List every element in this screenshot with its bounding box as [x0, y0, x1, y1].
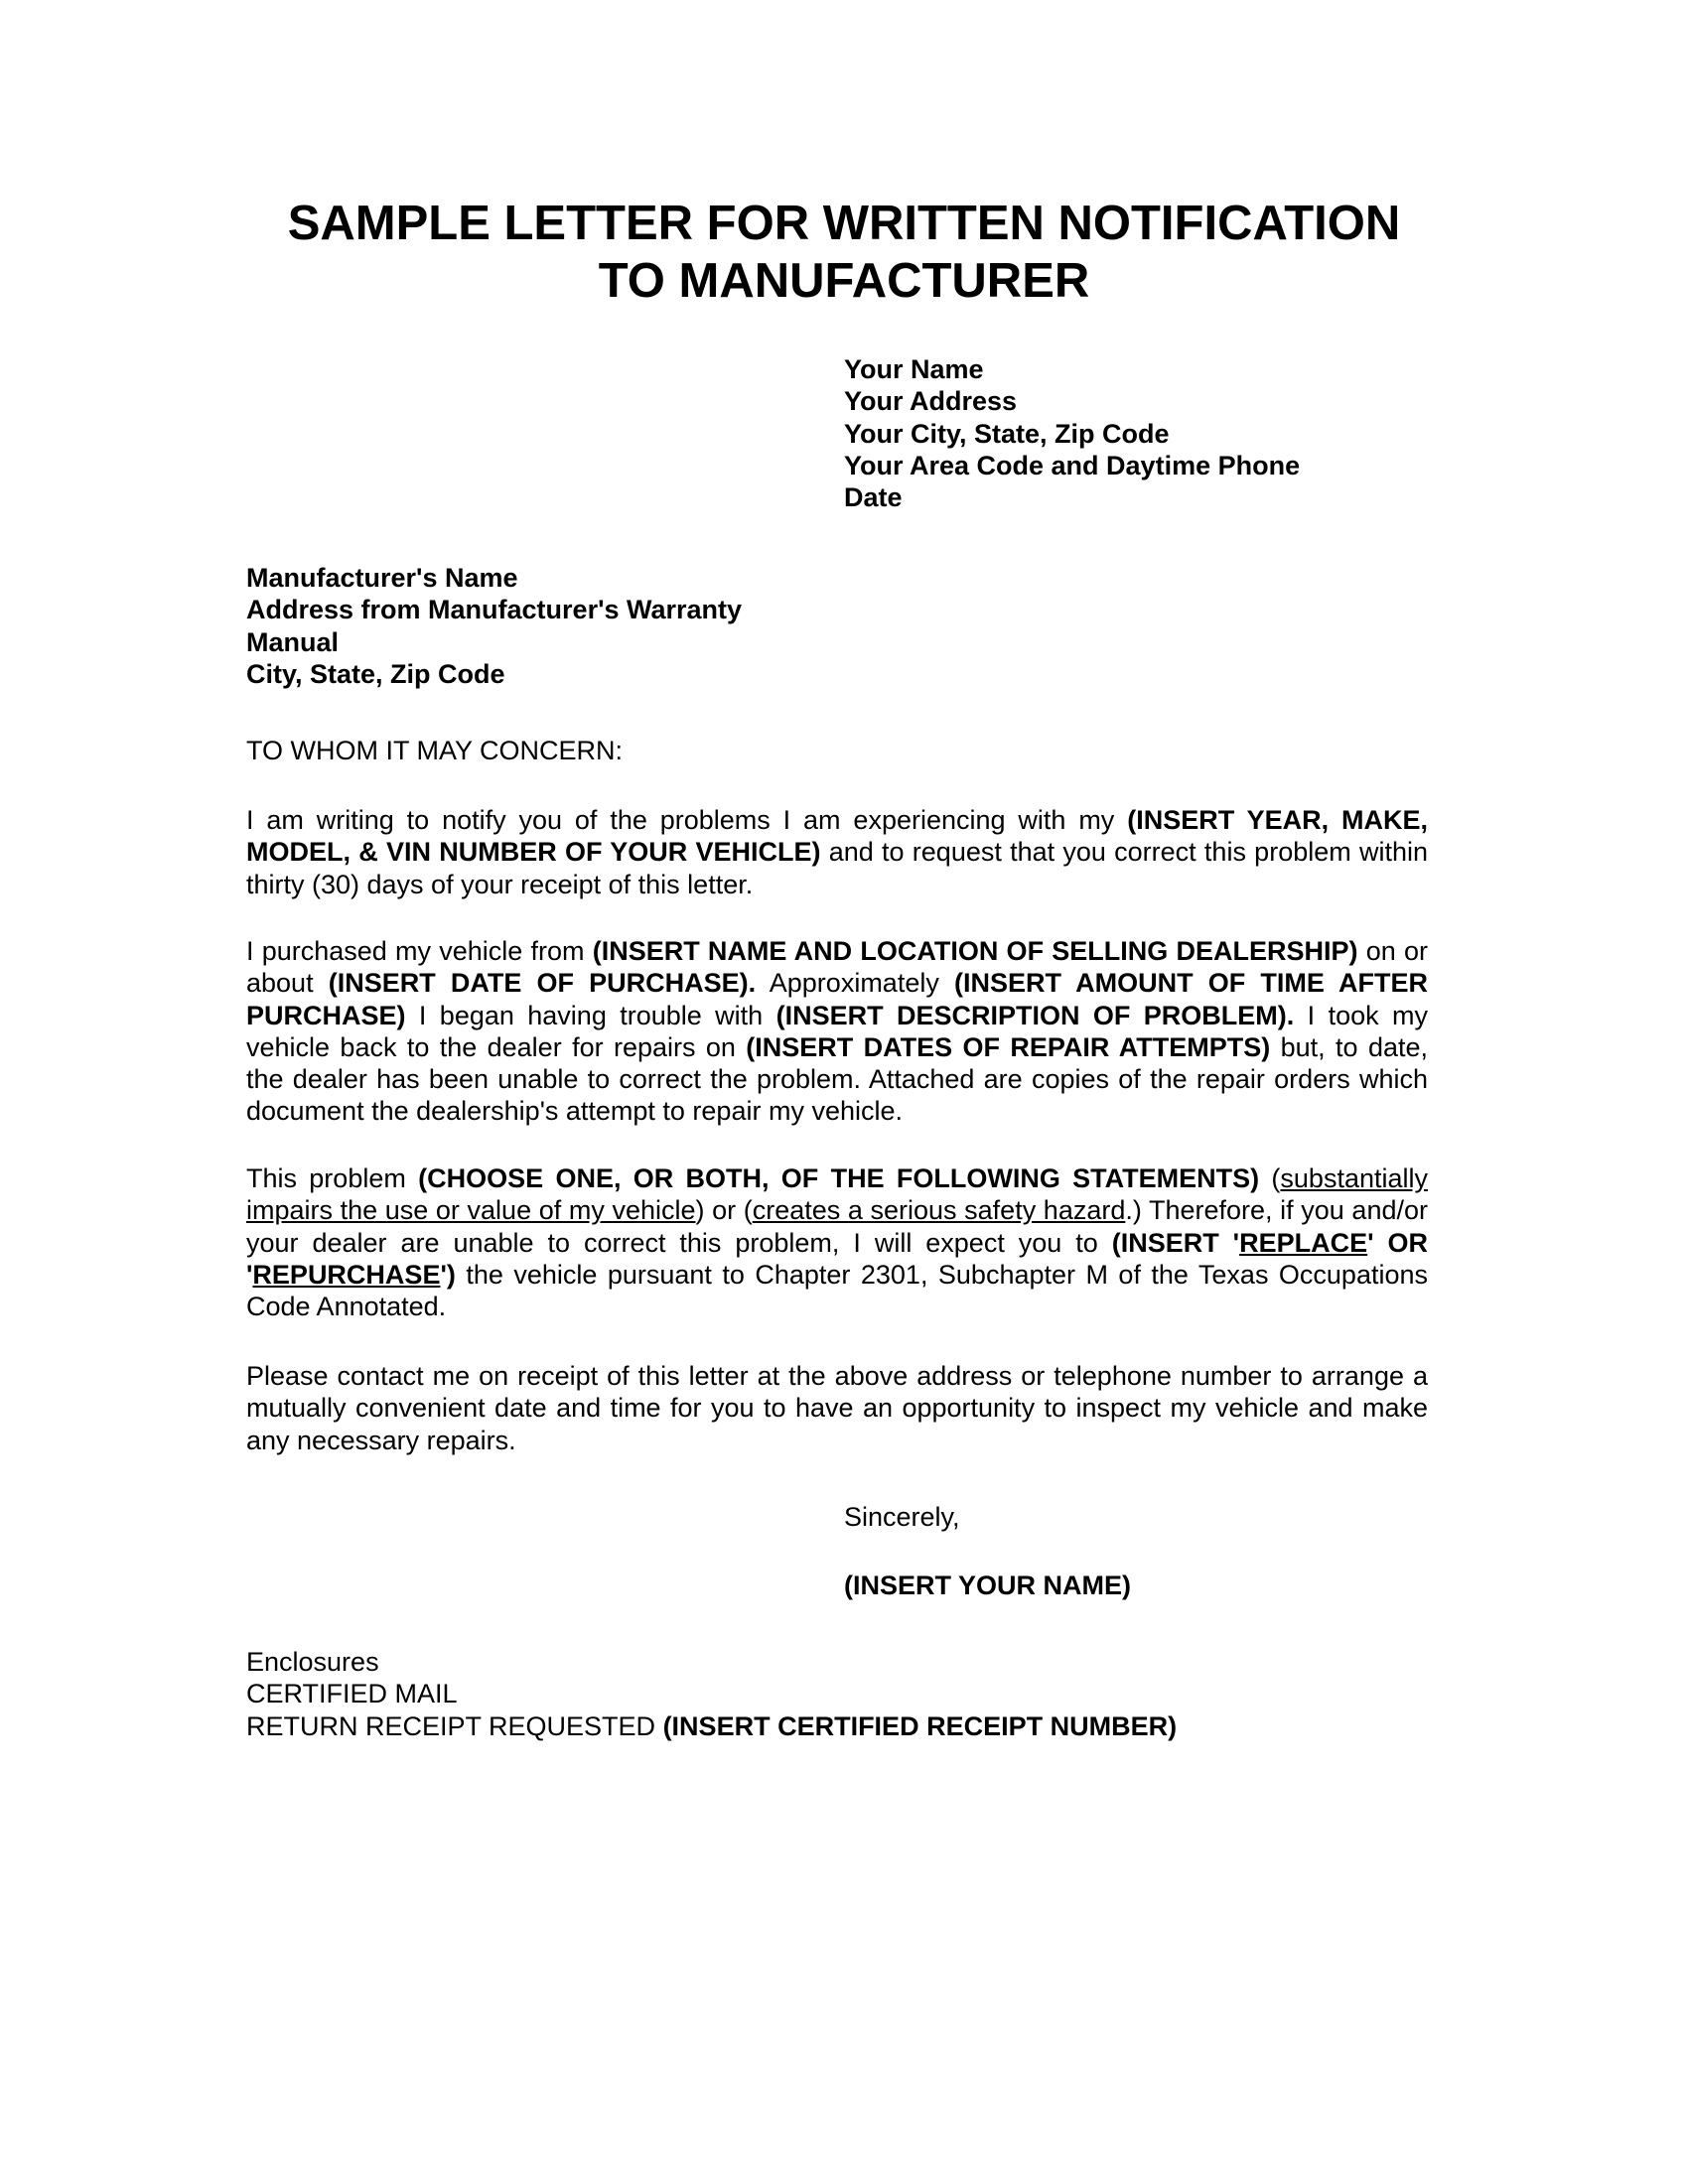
p3-placeholder-choose-statements: (CHOOSE ONE, OR BOTH, OF THE FOLLOWING STATEMENTS) [418, 1163, 1260, 1193]
p2-text-5: I took my vehicle back to the dealer for repairs on [246, 1000, 1428, 1062]
recipient-address-line-2: Manual [246, 626, 340, 657]
return-receipt-text: RETURN RECEIPT REQUESTED [246, 1710, 663, 1741]
p3-statement-safety-hazard: creates a serious safety hazard [752, 1195, 1126, 1226]
enclosures-label: Enclosures [246, 1647, 379, 1677]
paragraph-notification [246, 804, 1428, 900]
p2-text-2: on or about [246, 936, 1428, 999]
sender-date: Date [844, 482, 903, 513]
paragraph-contact-request: Please contact me on receipt of this letter at the above address or telephone number to arrange a mutually convenient date and time for you to have an opportunity to inspect my vehicle and make any necessary repairs. [246, 1361, 1428, 1455]
sender-address: Your Address [844, 386, 1018, 417]
p1-text-1: I am writing to notify you of the problems I am experiencing with my [246, 805, 1128, 835]
p2-placeholder-purchase-date: (INSERT DATE OF PURCHASE). [328, 968, 757, 999]
return-receipt-line [246, 1710, 1177, 1742]
document-title [149, 195, 1539, 310]
recipient-address-block [246, 562, 742, 690]
recipient-address-line-1: Address from Manufacturer's Warranty [246, 595, 743, 625]
receipt-number-placeholder: (INSERT CERTIFIED RECEIPT NUMBER) [662, 1710, 1178, 1741]
p2-placeholder-dealership: (INSERT NAME AND LOCATION OF SELLING DEALERSHIP) [592, 936, 1358, 966]
p2-text-6: but, to date, the dealer has been unable to correct the problem. Attached are copies of the repair orders which document the dealership's attempt to repair my vehicle. [246, 1031, 1428, 1127]
p2-placeholder-repair-dates: (INSERT DATES OF REPAIR ATTEMPTS) [746, 1031, 1271, 1062]
salutation: TO WHOM IT MAY CONCERN: [246, 736, 624, 765]
sender-phone: Your Area Code and Daytime Phone [844, 450, 1301, 480]
p3-text-4: .) Therefore, if you and/or your dealer are unable to correct this problem, I will expect you to [246, 1195, 1428, 1258]
enclosures-block [246, 1646, 1177, 1742]
recipient-city-state-zip: City, State, Zip Code [246, 658, 505, 689]
p3-placeholder-insert-close: ') [440, 1259, 456, 1290]
paragraph-purchase-history [246, 935, 1428, 1128]
p2-placeholder-problem-description: (INSERT DESCRIPTION OF PROBLEM). [775, 1000, 1295, 1030]
p2-placeholder-time-after-purchase: (INSERT AMOUNT OF TIME AFTER PURCHASE) [246, 968, 1428, 1030]
p3-placeholder-or: ' OR ' [246, 1227, 1428, 1290]
sender-name: Your Name [844, 354, 984, 384]
certified-mail-label: CERTIFIED MAIL [246, 1679, 458, 1709]
sender-address-block [844, 353, 1300, 513]
p3-text-3: ) or ( [695, 1195, 753, 1226]
p3-option-replace: REPLACE [1239, 1227, 1368, 1258]
sender-city-state-zip: Your City, State, Zip Code [844, 418, 1170, 449]
title-line-2: TO MANUFACTURER [598, 254, 1090, 308]
closing: Sincerely, [844, 1502, 960, 1532]
paragraph-remedy-request [246, 1162, 1428, 1322]
p1-placeholder-vehicle: (INSERT YEAR, MAKE, MODEL, & VIN NUMBER OF YOUR VEHICLE) [246, 805, 1428, 868]
signature-placeholder: (INSERT YOUR NAME) [844, 1570, 1132, 1600]
p3-option-repurchase: REPURCHASE [252, 1259, 441, 1290]
p1-text-2: and to request that you correct this problem within thirty (30) days of your receipt of this letter. [246, 837, 1429, 899]
p3-placeholder-insert-open: (INSERT ' [1111, 1227, 1240, 1258]
p2-text-3: Approximately [756, 968, 954, 999]
p2-text-4: I began having trouble with [405, 1000, 776, 1030]
p3-text-1: This problem [246, 1163, 419, 1193]
p3-text-2: ( [1259, 1163, 1281, 1193]
p3-text-5: the vehicle pursuant to Chapter 2301, Subchapter M of the Texas Occupations Code Annotated. [246, 1259, 1428, 1322]
p3-statement-impairs-use: substantially impairs the use or value of my vehicle [246, 1163, 1428, 1226]
p2-text-1: I purchased my vehicle from [246, 936, 593, 966]
recipient-name: Manufacturer's Name [246, 563, 518, 593]
title-line-1: SAMPLE LETTER FOR WRITTEN NOTIFICATION [287, 197, 1401, 250]
